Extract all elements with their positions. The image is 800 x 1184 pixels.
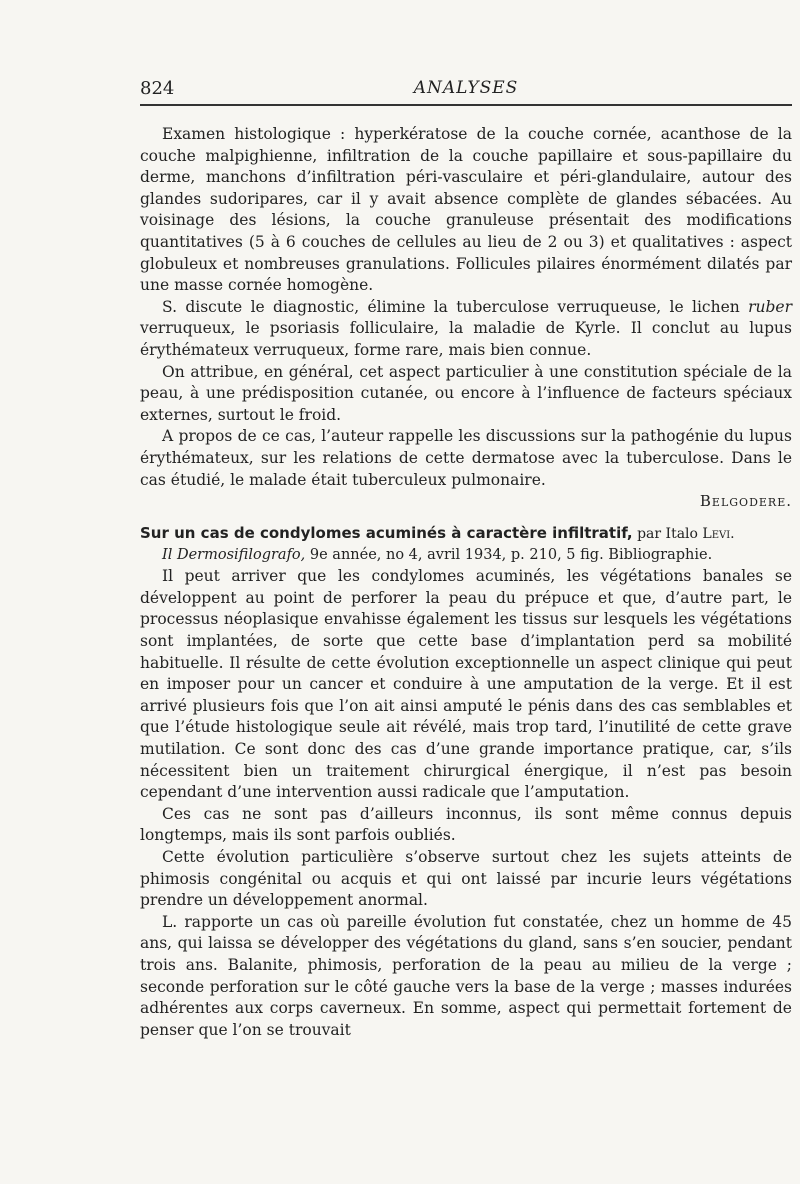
journal-name: Il Dermosifilografo, (162, 546, 306, 563)
paragraph-known-cases: Ces cas ne sont pas d’ailleurs inconnus, ils sont même connus depuis longtemps, mais ils sont parfois oubliés. (140, 804, 792, 845)
citation-details: 9e année, no 4, avril 1934, p. 210, 5 fig. Bibliographie. (305, 546, 713, 563)
diagnosis-text-1: S. discute le diagnostic, élimine la tuberculose verruqueuse, le lichen (162, 297, 749, 316)
paragraph-case-report: L. rapporte un cas où pareille évolution fut constatée, chez un homme de 45 ans, qui laissa se développer des végétations du gland, sans s’en soucier, pendant trois ans. Balanite, phimosis, perforation de la peau au milieu de la verge ; seconde perforation sur le côté gauche vers la base de la verge ; masses indurées adhérentes aux corps caverneux. En somme, aspect qui permettait fortement de penser que l’on se trouvait (140, 912, 792, 1039)
page (140, 78, 792, 1041)
paragraph-histology: Examen histologique : hyperkératose de la couche cornée, acanthose de la couche malpighienne, infiltration de la couche papillaire et sous-papillaire du derme, manchons d’infiltration péri-vasculaire et péri-glandulaire, autour des glandes sudoripares, car il y avait absence complète de glandes sébacées. Au voisinage des lésions, la couche granuleuse présentait des modifications quantitatives (5 à 6 couches de cellules au lieu de 2 ou 3) et qualitatives : aspect globuleux et nombreuses granulations. Follicules pilaires énormément dilatés par une masse cornée homogène. (140, 125, 792, 295)
article-body (140, 124, 792, 1041)
paragraph-constitution: On attribue, en général, cet aspect particulier à une constitution spéciale de la peau, à une prédisposition cutanée, ou encore à l’influence de facteurs spéciaux externes, surtout le froid. (140, 362, 792, 424)
page-number: 824 (140, 78, 175, 99)
paragraph-diagnosis (140, 297, 792, 362)
paragraph-phimosis: Cette évolution particulière s’observe surtout chez les sujets atteints de phimosis congénital ou acquis et qui ont laissé par incurie leurs végétations prendre un développement anormal. (140, 848, 792, 910)
diagnosis-italic: ruber (748, 297, 792, 316)
paragraph-condylomes: Il peut arriver que les condylomes acuminés, les végétations banales se développent au point de perforer la peau du prépuce et que, d’autre part, le processus néoplasique envahisse également les tissus sur lesquels les végétations sont implantées, de sorte que cette base d’implantation perd sa mobilité habituelle. Il résulte de cette évolution exceptionnelle un aspect clinique qui peut en imposer pour un cancer et conduire à une amputation de la verge. Et il est arrivé plusieurs fois que l’on ait ainsi amputé le pénis dans des cas semblables et que l’étude histologique seule ait révélé, mais trop tard, l’inutilité de cette grave mutilation. Ce sont donc des cas d’une grande importance pratique, car, s’ils nécessitent bien un traitement chirurgical énergique, il n’est pas besoin cependant d’une intervention aussi radicale que l’amputation. (140, 567, 792, 802)
running-head: ANALYSES (413, 78, 519, 98)
author-prefix: par Italo (632, 525, 703, 542)
article-title-line (140, 523, 792, 545)
signature: Belgodere. (699, 492, 792, 511)
page-header (140, 78, 792, 106)
citation-line (140, 545, 792, 567)
article-title: Sur un cas de condylomes acuminés à caractère infiltratif, (140, 523, 633, 542)
paragraph-pathogeny: A propos de ce cas, l’auteur rappelle les discussions sur la pathogénie du lupus érythémateux, sur les relations de cette dermatose avec la tuberculose. Dans le cas étudié, le malade était tuberculeux pulmonaire. (140, 427, 792, 489)
author-name: Levi. (702, 525, 735, 542)
diagnosis-text-2: verruqueux, le psoriasis folliculaire, la maladie de Kyrle. Il conclut au lupus érythémateux verruqueux, forme rare, mais bien connue. (140, 319, 792, 359)
